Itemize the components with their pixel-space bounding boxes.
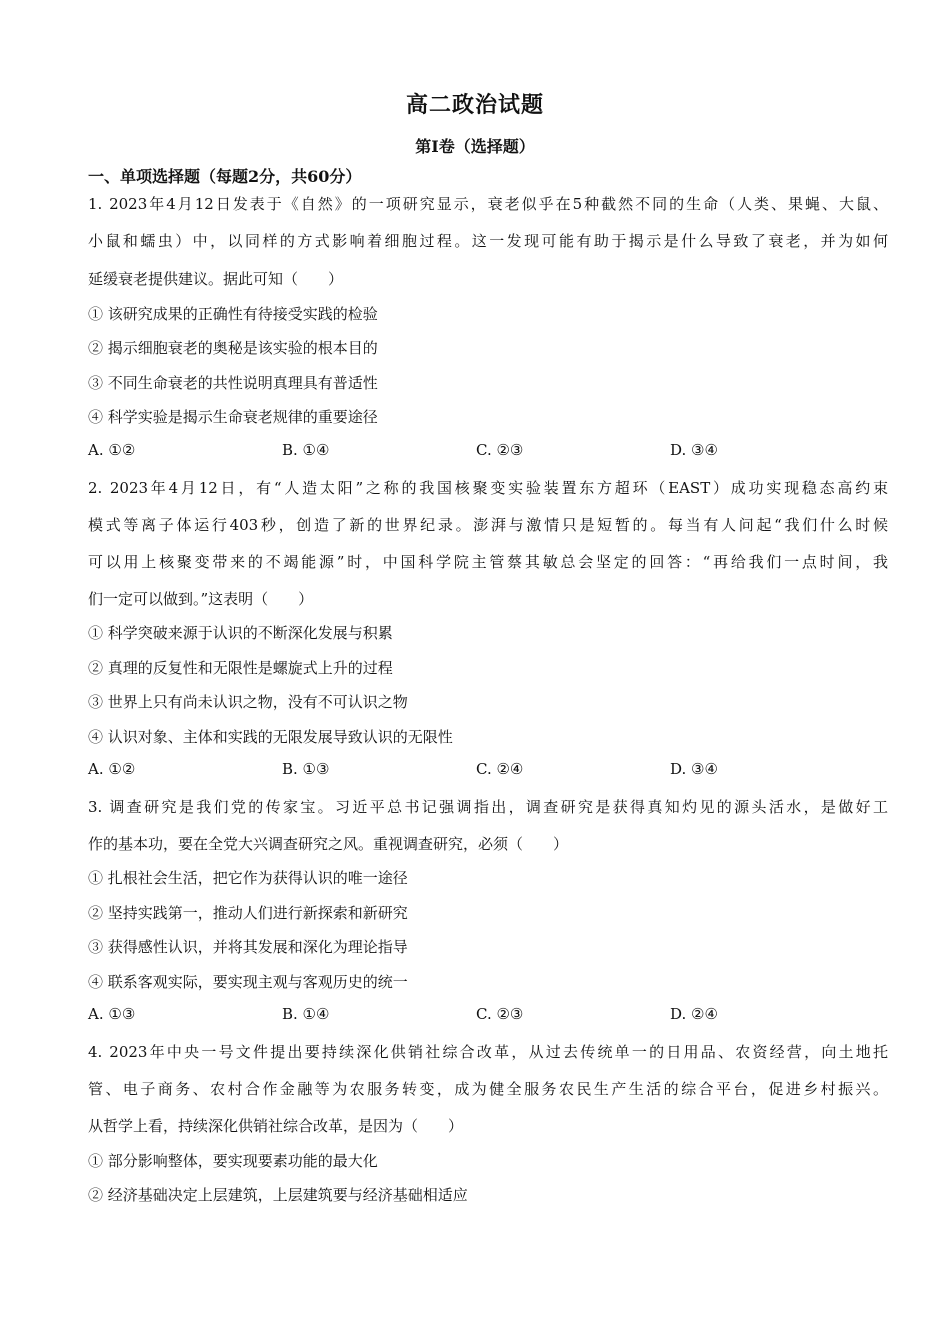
- answer-option-d: D. ②④: [670, 1005, 718, 1023]
- statement: ① 该研究成果的正确性有待接受实践的检验: [88, 305, 378, 323]
- statement: ② 经济基础决定上层建筑，上层建筑要与经济基础相适应: [88, 1186, 468, 1204]
- statement: ② 真理的反复性和无限性是螺旋式上升的过程: [88, 659, 393, 677]
- question-text-line: 小鼠和蠕虫）中，以同样的方式影响着细胞过程。这一发现可能有助于揭示是什么导致了衰老，并为如何: [88, 232, 888, 250]
- question-text-line: 模式等离子体运行403秒，创造了新的世界纪录。澎湃与激情只是短暂的。每当有人问起“我们什么时候: [88, 516, 888, 534]
- part-heading: 第I卷（选择题）: [415, 137, 535, 156]
- question-text-line: 们一定可以做到。”这表明（ ）: [88, 590, 314, 608]
- statement: ② 坚持实践第一，推动人们进行新探索和新研究: [88, 904, 408, 922]
- statement: ③ 不同生命衰老的共性说明真理具有普适性: [88, 374, 378, 392]
- question-text-line: 可以用上核聚变带来的不竭能源”时，中国科学院主管蔡其敏总会坚定的回答：“再给我们一点时间，我: [88, 553, 888, 571]
- statement: ① 扎根社会生活，把它作为获得认识的唯一途径: [88, 869, 408, 887]
- answer-option-a: A. ①②: [88, 441, 136, 459]
- statement: ② 揭示细胞衰老的奥秘是该实验的根本目的: [88, 339, 378, 357]
- answer-option-c: C. ②④: [476, 760, 524, 778]
- section-heading: 一、单项选择题（每题2分，共60分）: [88, 167, 362, 186]
- answer-option-b: B. ①④: [282, 1005, 330, 1023]
- question-text-line: 3. 调查研究是我们党的传家宝。习近平总书记强调指出，调查研究是获得真知灼见的源头活水，是做好工: [88, 798, 888, 816]
- question-text-line: 2. 2023年4月12日，有“人造太阳”之称的我国核聚变实验装置东方超环（EAST）成功实现稳态高约束: [88, 479, 888, 497]
- question-text-line: 1. 2023年4月12日发表于《自然》的一项研究显示，衰老似乎在5种截然不同的生命（人类、果蝇、大鼠、: [88, 195, 888, 213]
- answer-option-d: D. ③④: [670, 441, 718, 459]
- answer-option-c: C. ②③: [476, 1005, 524, 1023]
- page-title: 高二政治试题: [405, 92, 544, 118]
- answer-option-b: B. ①④: [282, 441, 330, 459]
- answer-option-a: A. ①②: [88, 760, 136, 778]
- statement: ④ 认识对象、主体和实践的无限发展导致认识的无限性: [88, 728, 453, 746]
- statement: ④ 科学实验是揭示生命衰老规律的重要途径: [88, 408, 378, 426]
- statement: ④ 联系客观实际，要实现主观与客观历史的统一: [88, 973, 408, 991]
- question-text-line: 从哲学上看，持续深化供销社综合改革，是因为（ ）: [88, 1117, 464, 1135]
- statement: ③ 世界上只有尚未认识之物，没有不可认识之物: [88, 693, 408, 711]
- question-text-line: 管、电子商务、农村合作金融等为农服务转变，成为健全服务农民生产生活的综合平台，促进乡村振兴。: [88, 1080, 888, 1098]
- question-text-line: 延缓衰老提供建议。据此可知（ ）: [88, 270, 344, 288]
- answer-option-d: D. ③④: [670, 760, 718, 778]
- statement: ③ 获得感性认识，并将其发展和深化为理论指导: [88, 938, 408, 956]
- answer-option-c: C. ②③: [476, 441, 524, 459]
- answer-option-a: A. ①③: [88, 1005, 136, 1023]
- question-text-line: 作的基本功，要在全党大兴调查研究之风。重视调查研究，必须（ ）: [88, 835, 569, 853]
- statement: ① 科学突破来源于认识的不断深化发展与积累: [88, 624, 393, 642]
- answer-option-b: B. ①③: [282, 760, 330, 778]
- statement: ① 部分影响整体，要实现要素功能的最大化: [88, 1152, 378, 1170]
- question-text-line: 4. 2023年中央一号文件提出要持续深化供销社综合改革，从过去传统单一的日用品、农资经营，向土地托: [88, 1043, 888, 1061]
